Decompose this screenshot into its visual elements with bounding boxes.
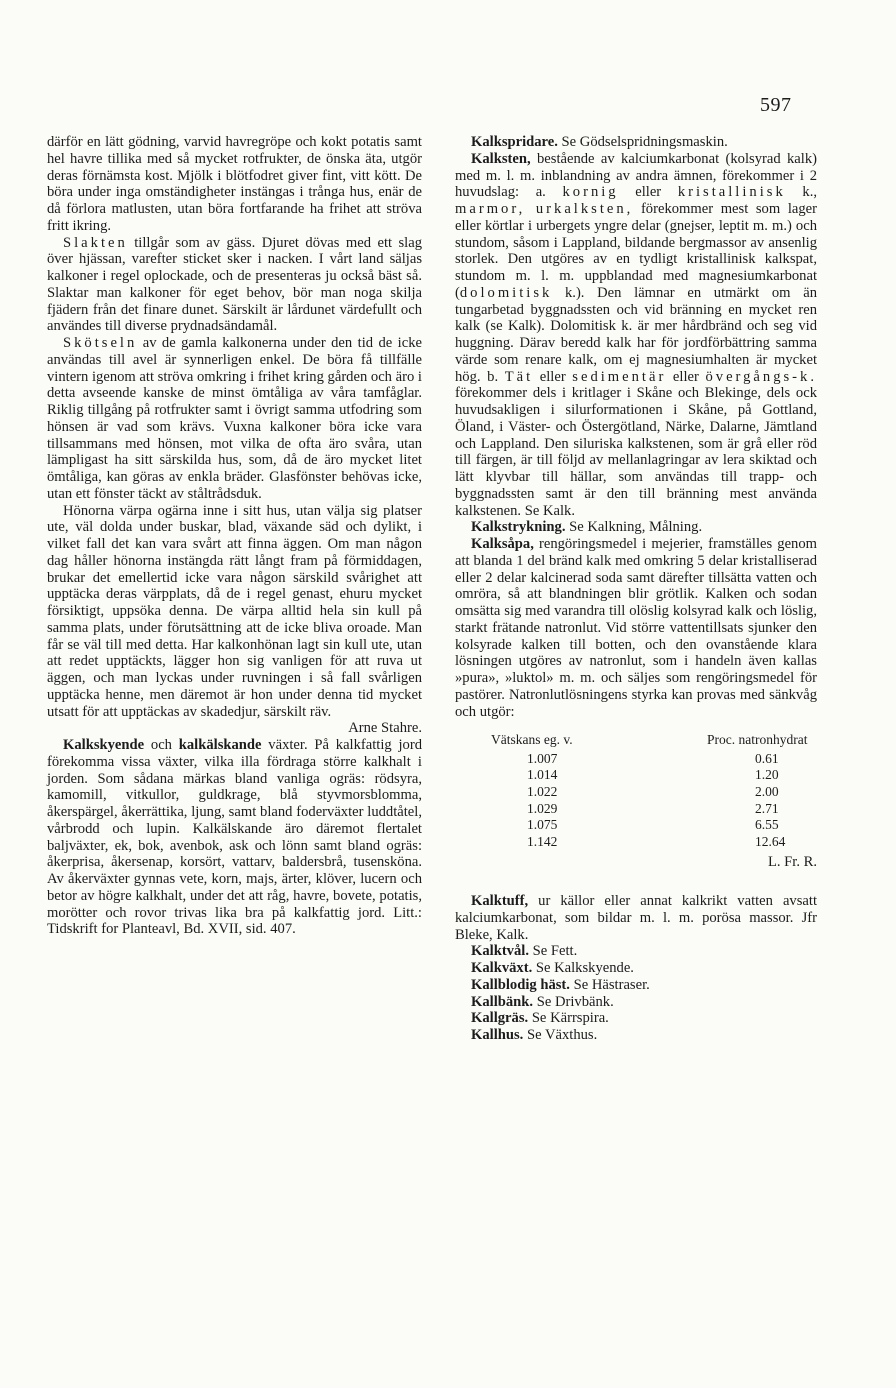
entry-term: Kallbänk. xyxy=(471,993,534,1010)
entry-kallblodig-hast: Kallblodig häst. Se Hästraser. xyxy=(471,976,650,993)
entry-term: Kallhus. xyxy=(471,1027,524,1044)
paragraph-slaughter: Slakten tillgår som av gäss. Djuret dövas med ett slag över hjässan, varefter sticket sker i nacken. I vårt land säljas kalkoner i regel oplockade, och de presenteras ju också bäst så. Slaktar man kalkoner för eget behov, bör man noga skilja fjädern från det finare dunet. Särskilt är lårdunet värdefullt och användes till diverse prydnadsändamål. xyxy=(47,234,422,335)
entry-term: Kallblodig häst. xyxy=(471,976,570,993)
entry-kalkvaxt: Kalkväxt. Se Kalkskyende. xyxy=(471,960,634,977)
entry-kalkstrykning: Kalkstrykning. Se Kalkning, Målning. xyxy=(471,519,703,536)
left-column xyxy=(47,134,422,938)
entry-kalksapa: Kalksåpa, rengöringsmedel i mejerier, framställes genom att blanda 1 del bränd kalk med omkring 5 delar kristalliserad eller 2 delar kalcinerad soda samt därefter tillsätta vatten och omröra, så att blandningen blir grötlik. Kalken och sodan omsätta sig med varandra till olöslig kolsyrad kalk och löslig, starkt frätande natronlut. Vid större vattentillsats sjunker den kolsyrade kalken till botten, och den ovanstående klara lösningen utgöres av natronlut, som i handeln även kallas »pura», »luktol» m. m. och säljes som rengöringsmedel för pastörer. Natronlutlösningens styrka kan provas med sänkvåg och utgör: xyxy=(455,536,817,720)
entry-term: Kalktuff, xyxy=(471,893,529,910)
entry-term: Kalkväxt. xyxy=(471,960,533,977)
entry-term: Kalkskyende xyxy=(63,737,145,753)
paragraph-laying: Hönorna värpa ogärna inne i sitt hus, utan välja sig platser ute, väl dolda under buskar, blad, växande säd och dylikt, i vilket fall det kan vara svårt att finna äggen. Om man någon dag håller hönorna instängda rätt långt fram på förmiddagen, brukar det emellertid icke vara någon särskild svårighet att upptäcka deras värpplats, då de i regel genast, ehuru mycket försiktigt, uppsöka denna. De värpa alltid hela sin kull på samma plats, under förutsättning att de icke bliva oroade. Man får se väl till med detta. Har kalkonhönan lagt sin kull ute, utan att redet upptäckts, lägger hon sig vanligen för att ruva ut äggen, och man lyckas under ruvningen i så fall svårligen upptäcka henne, men däremot är hon under denna tid mycket utsatt för att upptäckas av skadedjur, särskilt räv. xyxy=(47,502,422,720)
entry-kallgras: Kallgräs. Se Kärrspira. xyxy=(471,1010,609,1027)
entry-term: Kalkspridare. xyxy=(471,134,558,150)
density-table xyxy=(455,732,817,850)
table-row: 1.007 0.61 xyxy=(527,750,779,766)
entry-kalkskyende: Kalkskyende och kalkälskande växter. På kalkfattig jord förekomma vissa växter, vilka illa fördraga större kalkhalt i jorden. Som sådana märkas bland vanliga ogräs: rödsyra, kamomill, vitkullor, guldkrage, blå styvmorsblomma, åkerspärgel, åkerrättika, ljung, samt bland foderväxter luddtåtel, vårbrodd och lupin. Kalkälskande äro däremot flertalet baljväxter, ek, bok, avenbok, ask och lönn samt bland ogräs: åkerprisa, åkersenap, korsört, vattarv, baldersbrå, tusensköna. Av åkerväxter gynnas vete, korn, majs, ärter, klöver, lucern och betor av högre kalkhalt, under det att råg, havre, bovete, potatis, morötter och rovor trivas lika bra på kalkfattig jord. Litt.: Tidskrift for Planteavl, Bd. XVII, sid. 407. xyxy=(47,737,422,938)
entry-kallbank: Kallbänk. Se Drivbänk. xyxy=(471,993,614,1010)
entry-term: Kallgräs. xyxy=(471,1010,529,1027)
table-header-row xyxy=(455,732,817,751)
paragraph-care: Skötseln av de gamla kalkonerna under den tid de icke användas till avel är synnerligen enkel. De böra få tillfälle vintern igenom att ströva omkring i frihet kring gården och äro i detta avseende kanske de minst ömtåliga av våra tamfåglar. Riklig tillgång på rotfrukter samt i övrigt samma utfodring som hönsen är vad som krävs. Vuxna kalkoner böra icke vara tillsammans med hönsen, mot vilka de ofta äro svåra, utan lämpligast ha sitt särskilda hus, som, då de äro mycket litet ömtåliga, kan göras av enkla bräder. Glasfönster behövas icke, utan ett fönster täckt av ståltrådsduk. xyxy=(47,335,422,502)
table-row: 1.029 2.71 xyxy=(527,800,779,816)
author-signature: Arne Stahre. xyxy=(348,720,422,737)
table-header: Proc. natronhydrat xyxy=(707,732,808,748)
spacer xyxy=(455,871,817,893)
right-column xyxy=(455,134,817,1044)
entry-kalkspridare: Kalkspridare. Se Gödselspridningsmaskin. xyxy=(471,134,728,150)
entry-term: kalkälskande xyxy=(178,737,262,753)
spaced-heading-slakten: Slakten xyxy=(63,234,128,251)
entry-kallhus: Kallhus. Se Växthus. xyxy=(471,1027,598,1044)
entry-kalksten: Kalksten, bestående av kalciumkarbonat (kolsyrad kalk) med m. l. m. inblandning av andra ämnen, förekommer i 2 huvudslag: a. kornig eller kristallinisk k., marmor, urkalksten, förekommer mest som lager eller körtlar i urbergets yngre delar (gnejser, leptit m. m.) och stundom, såsom i Lappland, bildande bergmassor av ansenlig storlek. Den utgöres av en tydligt kristallinisk kalkspat, stundom m. l. m. uppblandad med magnesiumkarbonat (dolomitisk k.). Den lämnar en utmärkt om än tungarbetad byggnadssten och vid bränning en mycket ren kalk (se Kalk). Dolomitisk k. är mer hårdbränd och seg vid huggning. Därav beredd kalk har för jordförbättring samma värde som renare kalk, om ej magnesiumhalten är mycket hög. b. Tät eller sedimentär eller övergångs-k. förekommer dels i kritlager i Skåne och Blekinge, dels ock huvudsakligen i silurformationen i Skåne, på Gottland, Öland, i Väster- och Östergötland, Närke, Dalarne, Jämtland och Lappland. Den siluriska kalkstenen, som är grå eller röd till färgen, är till följd av mellanlagringar av lera skiktad och lätt klyvbar till hällar, som användas till trapp- och byggnadssten samt är den till bränning mest använda kalkstenen. Se Kalk. xyxy=(455,150,817,519)
table-row: 1.022 2.00 xyxy=(527,784,779,800)
table-row: 1.142 12.64 xyxy=(527,833,786,849)
entry-term: Kalktvål. xyxy=(471,943,529,960)
paragraph-feeding: därför en lätt gödning, varvid havregröpe och kokt potatis samt hel havre tillika med så mycket rotfrukter, de önska äta, utgör deras förnämsta kost. Mjölk i blötfodret giver fint, vitt kött. De böra under inga omständigheter instängas i trånga hus, enär de då förlora matlusten, utan böra fortfarande ha frihet att ströva fritt ikring. xyxy=(47,134,422,234)
entry-kalktval: Kalktvål. Se Fett. xyxy=(471,943,578,960)
author-signature: L. Fr. R. xyxy=(767,854,817,871)
table-header: Vätskans eg. v. xyxy=(491,732,573,748)
entry-kalktuff: Kalktuff, ur källor eller annat kalkrikt vatten avsatt kalciumkarbonat, som bildar m. l. m. porösa massor. Jfr Bleke, Kalk. xyxy=(455,893,817,943)
entry-term: Kalkstrykning. xyxy=(471,519,566,536)
entry-term: Kalksten, xyxy=(471,150,531,167)
table-row: 1.075 6.55 xyxy=(527,817,779,833)
spaced-heading-skotseln: Skötseln xyxy=(63,335,138,351)
page-number: 597 xyxy=(760,94,792,116)
table-row: 1.014 1.20 xyxy=(527,767,779,783)
entry-term: Kalksåpa, xyxy=(471,536,534,552)
